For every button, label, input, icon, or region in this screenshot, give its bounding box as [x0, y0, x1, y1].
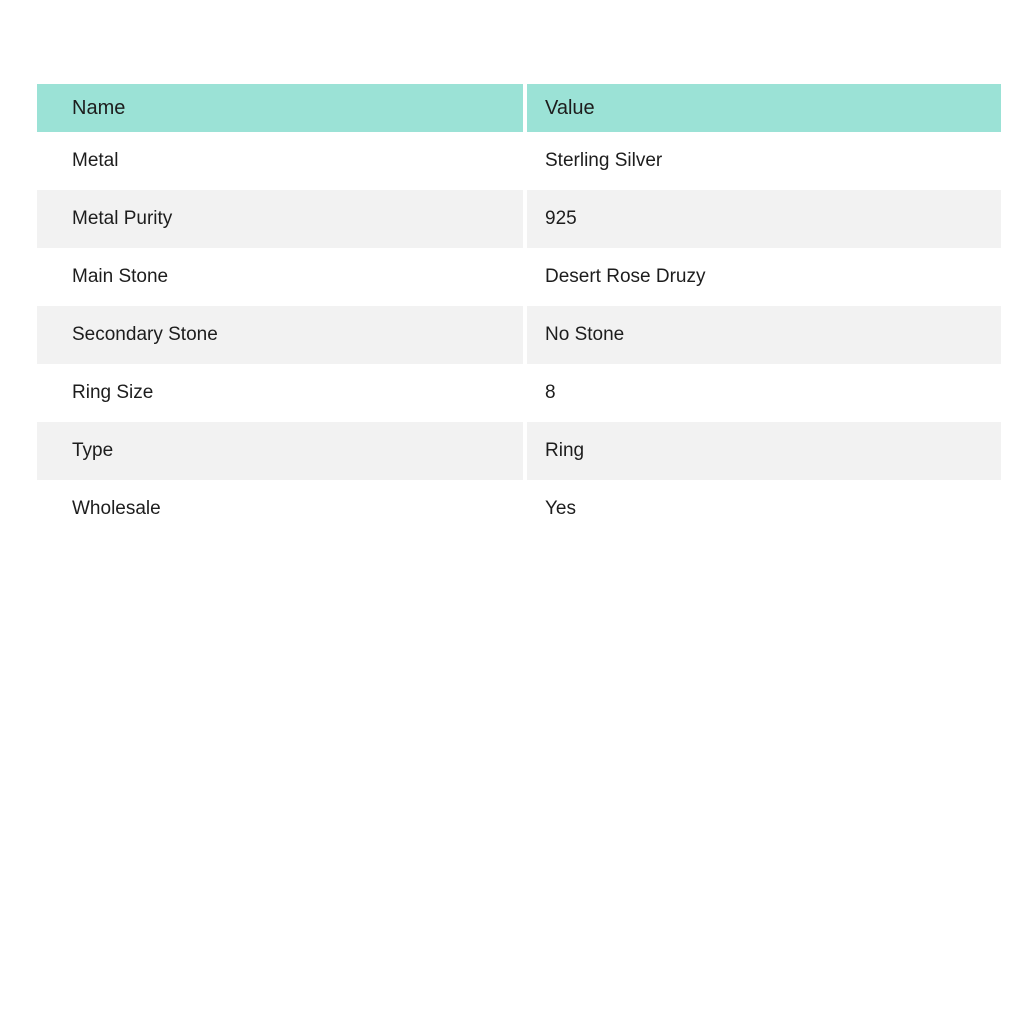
table-row	[37, 248, 1001, 306]
column-header-value: Value	[527, 84, 1001, 132]
attribute-name-cell: Secondary Stone	[37, 306, 523, 364]
table-header-row	[37, 84, 1001, 132]
table-row	[37, 364, 1001, 422]
attribute-value-cell: 8	[527, 364, 1001, 422]
attribute-value-cell: 925	[527, 190, 1001, 248]
attribute-value-cell: Sterling Silver	[527, 132, 1001, 190]
table-row	[37, 422, 1001, 480]
column-header-name: Name	[37, 84, 523, 132]
attribute-name-cell: Ring Size	[37, 364, 523, 422]
attribute-value-cell: Desert Rose Druzy	[527, 248, 1001, 306]
table-row	[37, 132, 1001, 190]
attribute-value-cell: No Stone	[527, 306, 1001, 364]
attribute-value-cell: Yes	[527, 480, 1001, 538]
table-row	[37, 190, 1001, 248]
attribute-name-cell: Metal Purity	[37, 190, 523, 248]
table-row	[37, 480, 1001, 538]
table-row	[37, 306, 1001, 364]
attribute-name-cell: Main Stone	[37, 248, 523, 306]
attribute-name-cell: Wholesale	[37, 480, 523, 538]
attribute-name-cell: Type	[37, 422, 523, 480]
product-attributes-table	[37, 84, 1001, 538]
attribute-value-cell: Ring	[527, 422, 1001, 480]
attribute-name-cell: Metal	[37, 132, 523, 190]
